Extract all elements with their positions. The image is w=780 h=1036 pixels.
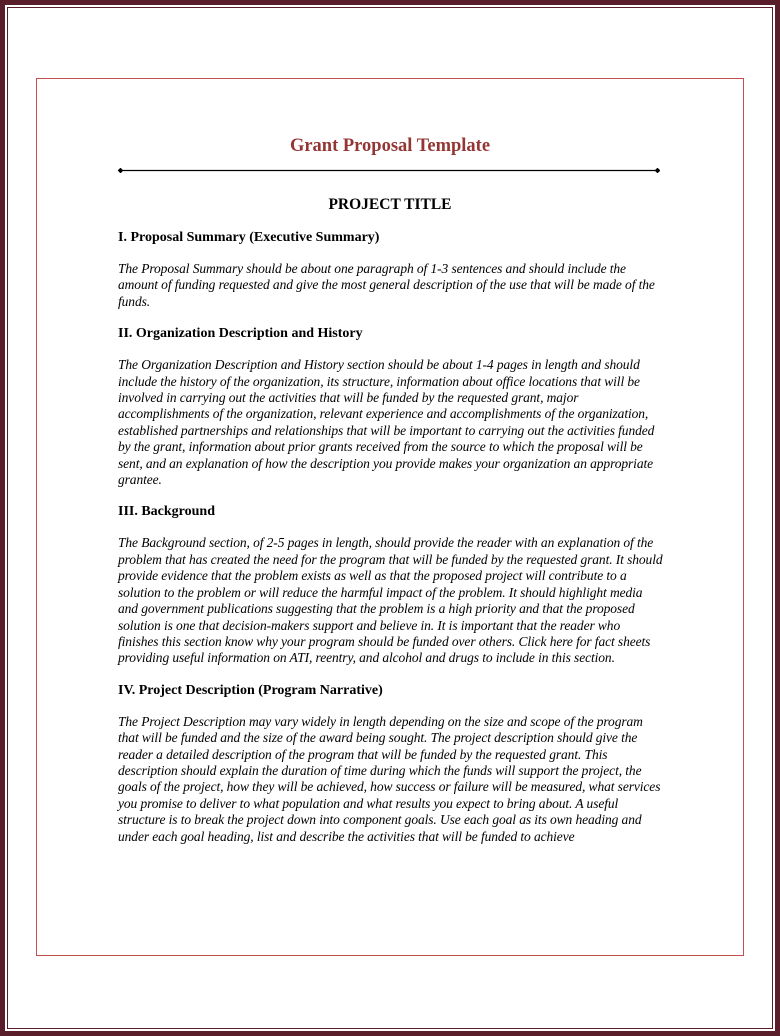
project-title: PROJECT TITLE	[328, 196, 452, 213]
document-body	[118, 229, 663, 860]
section-heading-background: III. Background	[118, 504, 216, 520]
section-heading-organization: II. Organization Description and History	[118, 326, 363, 342]
document-title: Grant Proposal Template	[289, 136, 491, 156]
section-body-project-description: The Project Description may vary widely in length depending on the size and scope of the program that will be funded and the size of the award being sought. The project description should give the reader a detailed description of the program that will be funded by the requested grant. This description should explain the duration of time during which the funds will support the project, the goals of the project, how they will be achieved, how success or failure will be measured, what services you promise to deliver to what population and what results you expect to bring about. A useful structure is to break the project down into component goals. Use each goal as its own heading and under each goal heading, list and describe the activities that will be funded to achieve	[118, 713, 661, 844]
section-body-organization: The Organization Description and History section should be about 1-4 pages in length and should include the history of the organization, its structure, information about office locations that will be involved in carrying out the activities that will be funded by the requested grant, major accomplishments of the organization, relevant experience and accomplishments of the organization, established partnerships and relationships that will be important to carrying out the activities funded by the grant, information about prior grants received from the source to which the proposal will be sent, and an explanation of how the description you provide makes your organization an appropriate grantee.	[118, 357, 655, 488]
section-heading-proposal-summary: I. Proposal Summary (Executive Summary)	[118, 230, 380, 245]
section-body-background: The Background section, of 2-5 pages in length, should provide the reader with an explanation of the problem that has created the need for the program that will be funded by the requested grant. It should provide evidence that the problem exists as well as that the proposed project will contribute to a solution to the problem or will reduce the harmful impact of the problem. It should highlight media and government publications suggesting that the problem is a high priority and that the proposed solution is one that decision-makers support and believe in. It is important that the reader who finishes this section know why your program should be funded over others. Click here for fact sheets providing useful information on ATI, reentry, and alcohol and drugs to include in this section.	[118, 535, 663, 666]
section-heading-project-description: IV. Project Description (Program Narrative)	[118, 682, 383, 698]
section-body-proposal-summary: The Proposal Summary should be about one paragraph of 1-3 sentences and should include the amount of funding requested and give the most general description of the use that will be made of the funds.	[118, 261, 655, 309]
title-divider	[118, 168, 660, 173]
